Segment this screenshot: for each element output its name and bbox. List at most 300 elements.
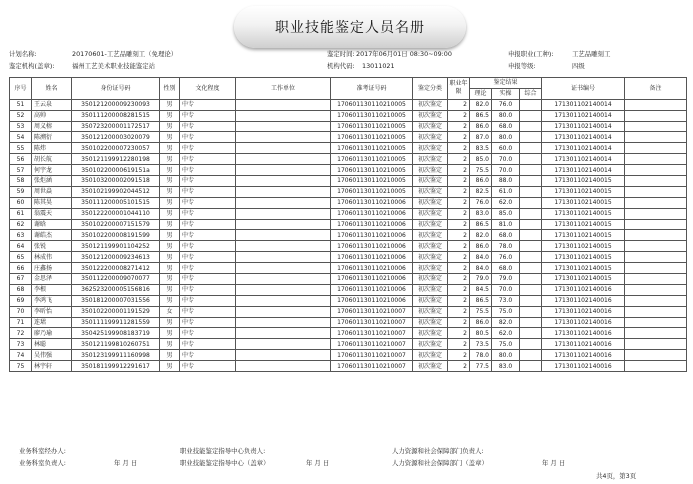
header-category: 鉴定分类 bbox=[413, 78, 448, 100]
cell-category: 初次鉴定 bbox=[413, 361, 448, 372]
cell-workplace bbox=[236, 154, 331, 165]
cell-theory: 86.0 bbox=[470, 241, 492, 252]
agency: 福州工艺美术职业技能鉴定站 bbox=[72, 62, 156, 70]
header-results: 鉴定结果 bbox=[470, 78, 542, 89]
cell-remarks bbox=[625, 328, 687, 339]
cell-years: 2 bbox=[448, 284, 470, 295]
cell-practice: 78.0 bbox=[492, 241, 520, 252]
cell-seq: 51 bbox=[10, 99, 32, 110]
cell-theory: 84.0 bbox=[470, 252, 492, 263]
cell-years: 2 bbox=[448, 230, 470, 241]
cell-cert: 171301102140015 bbox=[542, 274, 625, 285]
cell-name: 周世焱 bbox=[32, 186, 72, 197]
cell-workplace bbox=[236, 350, 331, 361]
agency-code: 13011021 bbox=[362, 62, 395, 70]
cell-years: 2 bbox=[448, 99, 470, 110]
cell-overall bbox=[520, 361, 542, 372]
table-row bbox=[10, 154, 687, 165]
cell-cert: 171301102140014 bbox=[542, 110, 625, 121]
cell-gender: 男 bbox=[160, 219, 180, 230]
cell-education: 中专 bbox=[180, 230, 236, 241]
cell-workplace bbox=[236, 132, 331, 143]
cell-category: 初次鉴定 bbox=[413, 263, 448, 274]
cell-practice: 62.0 bbox=[492, 328, 520, 339]
cell-remarks bbox=[625, 306, 687, 317]
cell-remarks bbox=[625, 176, 687, 187]
cell-education: 中专 bbox=[180, 110, 236, 121]
cell-remarks bbox=[625, 121, 687, 132]
cell-years: 2 bbox=[448, 110, 470, 121]
cell-seq: 53 bbox=[10, 121, 32, 132]
cell-theory: 84.0 bbox=[470, 263, 492, 274]
cell-years: 2 bbox=[448, 350, 470, 361]
cell-years: 2 bbox=[448, 328, 470, 339]
table-row bbox=[10, 317, 687, 328]
cell-education: 中专 bbox=[180, 252, 236, 263]
cell-gender: 男 bbox=[160, 274, 180, 285]
center-head-label: 职业技能鉴定指导中心负责人: bbox=[180, 447, 266, 455]
cell-practice: 75.0 bbox=[492, 306, 520, 317]
cell-ticket: 170601130110210005 bbox=[331, 99, 413, 110]
cell-category: 初次鉴定 bbox=[413, 208, 448, 219]
cell-category: 初次鉴定 bbox=[413, 197, 448, 208]
cell-practice: 62.0 bbox=[492, 197, 520, 208]
cell-id: 350121199912280198 bbox=[72, 154, 160, 165]
cell-id: 350102200007230057 bbox=[72, 143, 160, 154]
cell-ticket: 170601130110210006 bbox=[331, 295, 413, 306]
cell-category: 初次鉴定 bbox=[413, 143, 448, 154]
cell-category: 初次鉴定 bbox=[413, 132, 448, 143]
cell-id: 362523200005156816 bbox=[72, 284, 160, 295]
cell-ticket: 170601130110210006 bbox=[331, 274, 413, 285]
cell-gender: 男 bbox=[160, 263, 180, 274]
cell-ticket: 170601130110210005 bbox=[331, 176, 413, 187]
cell-years: 2 bbox=[448, 186, 470, 197]
cell-id: 350122200001044110 bbox=[72, 208, 160, 219]
cell-ticket: 170601130110210006 bbox=[331, 208, 413, 219]
cell-cert: 171301102140016 bbox=[542, 328, 625, 339]
cell-workplace bbox=[236, 274, 331, 285]
cell-id: 350102200008191599 bbox=[72, 230, 160, 241]
cell-remarks bbox=[625, 274, 687, 285]
cell-ticket: 170601130110210007 bbox=[331, 317, 413, 328]
cell-category: 初次鉴定 bbox=[413, 241, 448, 252]
table-row bbox=[10, 143, 687, 154]
plan-name: 20170601-工艺品雕刻工（免理论） bbox=[72, 50, 178, 58]
cell-ticket: 170601130110210007 bbox=[331, 328, 413, 339]
cell-theory: 80.5 bbox=[470, 328, 492, 339]
cell-practice: 80.0 bbox=[492, 132, 520, 143]
cell-id: 35010220000619151a bbox=[72, 165, 160, 176]
cell-seq: 63 bbox=[10, 230, 32, 241]
cell-gender: 男 bbox=[160, 197, 180, 208]
cell-overall bbox=[520, 306, 542, 317]
cell-gender: 男 bbox=[160, 350, 180, 361]
cell-seq: 57 bbox=[10, 165, 32, 176]
cell-practice: 68.0 bbox=[492, 121, 520, 132]
cell-ticket: 170601130110210006 bbox=[331, 219, 413, 230]
cell-name: 李根 bbox=[32, 284, 72, 295]
cell-remarks bbox=[625, 154, 687, 165]
level: 四级 bbox=[572, 62, 585, 70]
cell-seq: 69 bbox=[10, 295, 32, 306]
cell-remarks bbox=[625, 143, 687, 154]
table-row bbox=[10, 176, 687, 187]
cell-workplace bbox=[236, 317, 331, 328]
cell-gender: 男 bbox=[160, 143, 180, 154]
cell-seq: 73 bbox=[10, 339, 32, 350]
header-workplace: 工作单位 bbox=[236, 78, 331, 100]
cell-years: 2 bbox=[448, 165, 470, 176]
cell-gender: 男 bbox=[160, 361, 180, 372]
cell-overall bbox=[520, 186, 542, 197]
cell-years: 2 bbox=[448, 176, 470, 187]
cell-theory: 75.5 bbox=[470, 306, 492, 317]
cell-remarks bbox=[625, 110, 687, 121]
cell-theory: 83.5 bbox=[470, 143, 492, 154]
cell-name: 吴伟强 bbox=[32, 350, 72, 361]
cell-remarks bbox=[625, 317, 687, 328]
header-practice: 实操 bbox=[492, 88, 520, 99]
cell-category: 初次鉴定 bbox=[413, 176, 448, 187]
cell-practice: 80.0 bbox=[492, 110, 520, 121]
cell-education: 中专 bbox=[180, 306, 236, 317]
cell-seq: 72 bbox=[10, 328, 32, 339]
cell-remarks bbox=[625, 230, 687, 241]
cell-practice: 81.0 bbox=[492, 219, 520, 230]
cell-workplace bbox=[236, 143, 331, 154]
cell-id: 350181200007031556 bbox=[72, 295, 160, 306]
cell-gender: 男 bbox=[160, 208, 180, 219]
table-row bbox=[10, 263, 687, 274]
cell-education: 中专 bbox=[180, 99, 236, 110]
cell-gender: 男 bbox=[160, 241, 180, 252]
office-date: 年 月 日 bbox=[114, 459, 138, 467]
cell-remarks bbox=[625, 208, 687, 219]
cell-theory: 82.5 bbox=[470, 186, 492, 197]
cell-practice: 68.0 bbox=[492, 263, 520, 274]
cell-ticket: 170601130110210005 bbox=[331, 132, 413, 143]
cell-category: 初次鉴定 bbox=[413, 110, 448, 121]
cell-theory: 78.0 bbox=[470, 350, 492, 361]
cell-overall bbox=[520, 208, 542, 219]
cell-years: 2 bbox=[448, 219, 470, 230]
cell-practice: 70.0 bbox=[492, 165, 520, 176]
header-seq: 序号 bbox=[10, 78, 32, 100]
header-gender: 性别 bbox=[160, 78, 180, 100]
cell-category: 初次鉴定 bbox=[413, 219, 448, 230]
cell-theory: 79.0 bbox=[470, 274, 492, 285]
header-cert: 证书编号 bbox=[542, 78, 625, 100]
table-row bbox=[10, 219, 687, 230]
cell-ticket: 170601130110210006 bbox=[331, 263, 413, 274]
cell-education: 中专 bbox=[180, 208, 236, 219]
cell-workplace bbox=[236, 241, 331, 252]
cell-ticket: 170601130110210005 bbox=[331, 165, 413, 176]
cell-id: 350102200007151579 bbox=[72, 219, 160, 230]
cell-id: 350111200005101515 bbox=[72, 197, 160, 208]
cell-name: 李昕怡 bbox=[32, 306, 72, 317]
cell-ticket: 170601130110210006 bbox=[331, 252, 413, 263]
cell-practice: 83.0 bbox=[492, 361, 520, 372]
cell-years: 2 bbox=[448, 317, 470, 328]
cell-workplace bbox=[236, 263, 331, 274]
cell-education: 中专 bbox=[180, 317, 236, 328]
cell-years: 2 bbox=[448, 295, 470, 306]
cell-remarks bbox=[625, 241, 687, 252]
table-row bbox=[10, 274, 687, 285]
cell-seq: 59 bbox=[10, 186, 32, 197]
cell-cert: 171301102140016 bbox=[542, 295, 625, 306]
cell-education: 中专 bbox=[180, 121, 236, 132]
cell-workplace bbox=[236, 176, 331, 187]
cell-category: 初次鉴定 bbox=[413, 350, 448, 361]
cell-seq: 68 bbox=[10, 284, 32, 295]
cell-overall bbox=[520, 317, 542, 328]
cell-remarks bbox=[625, 197, 687, 208]
exam-time: 2017年06月01日 08:30~09:00 bbox=[356, 50, 452, 58]
cell-ticket: 170601130110210006 bbox=[331, 230, 413, 241]
cell-workplace bbox=[236, 295, 331, 306]
cell-overall bbox=[520, 230, 542, 241]
cell-seq: 64 bbox=[10, 241, 32, 252]
agency-code-label: 机构代码: bbox=[327, 62, 355, 70]
cell-years: 2 bbox=[448, 274, 470, 285]
table-row bbox=[10, 295, 687, 306]
center-date: 年 月 日 bbox=[306, 459, 330, 467]
cell-theory: 87.0 bbox=[470, 132, 492, 143]
cell-gender: 男 bbox=[160, 328, 180, 339]
cell-overall bbox=[520, 328, 542, 339]
occupation-label: 申报职业(工种): bbox=[508, 50, 554, 58]
cell-category: 初次鉴定 bbox=[413, 186, 448, 197]
cell-theory: 84.5 bbox=[470, 284, 492, 295]
cell-name: 林聪 bbox=[32, 339, 72, 350]
cell-category: 初次鉴定 bbox=[413, 121, 448, 132]
header-id: 身份证号码 bbox=[72, 78, 160, 100]
cell-cert: 171301102140015 bbox=[542, 219, 625, 230]
cell-category: 初次鉴定 bbox=[413, 99, 448, 110]
cell-cert: 171301102140016 bbox=[542, 339, 625, 350]
cell-remarks bbox=[625, 284, 687, 295]
cell-cert: 171301102140016 bbox=[542, 317, 625, 328]
cell-workplace bbox=[236, 186, 331, 197]
cell-workplace bbox=[236, 99, 331, 110]
cell-cert: 171301102140014 bbox=[542, 165, 625, 176]
cell-id: 350723200001172517 bbox=[72, 121, 160, 132]
cell-education: 中专 bbox=[180, 295, 236, 306]
cell-overall bbox=[520, 252, 542, 263]
cell-name: 谢晗 bbox=[32, 219, 72, 230]
cell-workplace bbox=[236, 284, 331, 295]
cell-gender: 男 bbox=[160, 99, 180, 110]
table-row bbox=[10, 197, 687, 208]
cell-overall bbox=[520, 274, 542, 285]
cell-id: 350121199810260751 bbox=[72, 339, 160, 350]
cell-overall bbox=[520, 132, 542, 143]
cell-ticket: 170601130110210005 bbox=[331, 186, 413, 197]
cell-category: 初次鉴定 bbox=[413, 230, 448, 241]
center-seal-label: 职业技能鉴定指导中心（盖章） bbox=[180, 459, 270, 467]
cell-overall bbox=[520, 154, 542, 165]
cell-cert: 171301102140015 bbox=[542, 263, 625, 274]
cell-ticket: 170601130110210006 bbox=[331, 284, 413, 295]
cell-ticket: 170601130110210005 bbox=[331, 110, 413, 121]
cell-remarks bbox=[625, 165, 687, 176]
cell-id: 350102199902044512 bbox=[72, 186, 160, 197]
cell-gender: 男 bbox=[160, 339, 180, 350]
cell-ticket: 170601130110210005 bbox=[331, 154, 413, 165]
cell-seq: 52 bbox=[10, 110, 32, 121]
cell-overall bbox=[520, 241, 542, 252]
cell-years: 2 bbox=[448, 241, 470, 252]
cell-overall bbox=[520, 350, 542, 361]
cell-practice: 88.0 bbox=[492, 176, 520, 187]
cell-name: 高帅 bbox=[32, 110, 72, 121]
cell-gender: 女 bbox=[160, 306, 180, 317]
cell-remarks bbox=[625, 361, 687, 372]
cell-overall bbox=[520, 176, 542, 187]
cell-ticket: 170601130110210007 bbox=[331, 339, 413, 350]
cell-theory: 75.5 bbox=[470, 165, 492, 176]
cell-ticket: 170601130110210006 bbox=[331, 197, 413, 208]
cell-practice: 76.0 bbox=[492, 252, 520, 263]
cell-years: 2 bbox=[448, 132, 470, 143]
office-manager-label: 业务科室经办人: bbox=[19, 447, 66, 455]
table-row bbox=[10, 132, 687, 143]
cell-overall bbox=[520, 263, 542, 274]
cell-cert: 171301102140015 bbox=[542, 252, 625, 263]
cell-id: 350121200003020079 bbox=[72, 132, 160, 143]
cell-category: 初次鉴定 bbox=[413, 317, 448, 328]
cell-category: 初次鉴定 bbox=[413, 252, 448, 263]
cell-seq: 71 bbox=[10, 317, 32, 328]
cell-overall bbox=[520, 143, 542, 154]
cell-gender: 男 bbox=[160, 176, 180, 187]
cell-overall bbox=[520, 197, 542, 208]
cell-education: 中专 bbox=[180, 154, 236, 165]
cell-ticket: 170601130110210007 bbox=[331, 306, 413, 317]
cell-ticket: 170601130110210005 bbox=[331, 121, 413, 132]
cell-education: 中专 bbox=[180, 219, 236, 230]
cell-practice: 80.0 bbox=[492, 350, 520, 361]
cell-years: 2 bbox=[448, 197, 470, 208]
table-row bbox=[10, 241, 687, 252]
cell-education: 中专 bbox=[180, 186, 236, 197]
cell-cert: 171301102140015 bbox=[542, 197, 625, 208]
cell-cert: 171301102140015 bbox=[542, 208, 625, 219]
cell-name: 廖乃瑜 bbox=[32, 328, 72, 339]
cell-category: 初次鉴定 bbox=[413, 339, 448, 350]
table-row bbox=[10, 361, 687, 372]
cell-overall bbox=[520, 110, 542, 121]
cell-workplace bbox=[236, 110, 331, 121]
cell-gender: 男 bbox=[160, 165, 180, 176]
cell-seq: 55 bbox=[10, 143, 32, 154]
cell-workplace bbox=[236, 121, 331, 132]
cell-education: 中专 bbox=[180, 176, 236, 187]
cell-name: 王云泉 bbox=[32, 99, 72, 110]
table-header bbox=[10, 78, 687, 100]
cell-theory: 83.0 bbox=[470, 208, 492, 219]
header-education: 文化程度 bbox=[180, 78, 236, 100]
cell-theory: 86.0 bbox=[470, 176, 492, 187]
cell-practice: 79.0 bbox=[492, 274, 520, 285]
cell-ticket: 170601130110210007 bbox=[331, 361, 413, 372]
cell-practice: 61.0 bbox=[492, 186, 520, 197]
cell-education: 中专 bbox=[180, 284, 236, 295]
cell-practice: 70.0 bbox=[492, 154, 520, 165]
cell-years: 2 bbox=[448, 361, 470, 372]
cell-gender: 男 bbox=[160, 295, 180, 306]
cell-workplace bbox=[236, 252, 331, 263]
cell-theory: 86.5 bbox=[470, 295, 492, 306]
cell-id: 350111200008281515 bbox=[72, 110, 160, 121]
cell-gender: 男 bbox=[160, 121, 180, 132]
cell-gender: 男 bbox=[160, 154, 180, 165]
pagination: 共4页，第3页 bbox=[596, 472, 637, 480]
cell-id: 350121200009230093 bbox=[72, 99, 160, 110]
cell-seq: 58 bbox=[10, 176, 32, 187]
cell-name: 连珺 bbox=[32, 317, 72, 328]
cell-seq: 54 bbox=[10, 132, 32, 143]
cell-practice: 68.0 bbox=[492, 230, 520, 241]
cell-name: 陈其昊 bbox=[32, 197, 72, 208]
table-row bbox=[10, 350, 687, 361]
cell-theory: 82.0 bbox=[470, 99, 492, 110]
cell-education: 中专 bbox=[180, 361, 236, 372]
cell-practice: 70.0 bbox=[492, 284, 520, 295]
cell-theory: 86.5 bbox=[470, 110, 492, 121]
cell-workplace bbox=[236, 328, 331, 339]
cell-remarks bbox=[625, 186, 687, 197]
cell-category: 初次鉴定 bbox=[413, 295, 448, 306]
cell-remarks bbox=[625, 339, 687, 350]
cell-theory: 86.0 bbox=[470, 317, 492, 328]
cell-name: 陈溯衍 bbox=[32, 132, 72, 143]
cell-years: 2 bbox=[448, 252, 470, 263]
cell-theory: 86.5 bbox=[470, 219, 492, 230]
cell-name: 陈炜 bbox=[32, 143, 72, 154]
cell-education: 中专 bbox=[180, 328, 236, 339]
cell-practice: 73.0 bbox=[492, 295, 520, 306]
cell-name: 翁震天 bbox=[32, 208, 72, 219]
cell-name: 李鸿飞 bbox=[32, 295, 72, 306]
cell-seq: 56 bbox=[10, 154, 32, 165]
cell-education: 中专 bbox=[180, 339, 236, 350]
cell-ticket: 170601130110210007 bbox=[331, 350, 413, 361]
cell-id: 350112200009070077 bbox=[72, 274, 160, 285]
table-row bbox=[10, 306, 687, 317]
table-row bbox=[10, 230, 687, 241]
cell-cert: 171301102140014 bbox=[542, 121, 625, 132]
cell-name: 谢皓杰 bbox=[32, 230, 72, 241]
cell-remarks bbox=[625, 263, 687, 274]
cell-gender: 男 bbox=[160, 230, 180, 241]
cell-education: 中专 bbox=[180, 197, 236, 208]
table-row bbox=[10, 328, 687, 339]
cell-cert: 171301102140016 bbox=[542, 306, 625, 317]
cell-education: 中专 bbox=[180, 165, 236, 176]
cell-cert: 171301102140015 bbox=[542, 230, 625, 241]
cell-gender: 男 bbox=[160, 284, 180, 295]
cell-workplace bbox=[236, 361, 331, 372]
cell-remarks bbox=[625, 252, 687, 263]
cell-name: 金思泽 bbox=[32, 274, 72, 285]
cell-gender: 男 bbox=[160, 110, 180, 121]
cell-id: 350181199912291617 bbox=[72, 361, 160, 372]
cell-category: 初次鉴定 bbox=[413, 306, 448, 317]
